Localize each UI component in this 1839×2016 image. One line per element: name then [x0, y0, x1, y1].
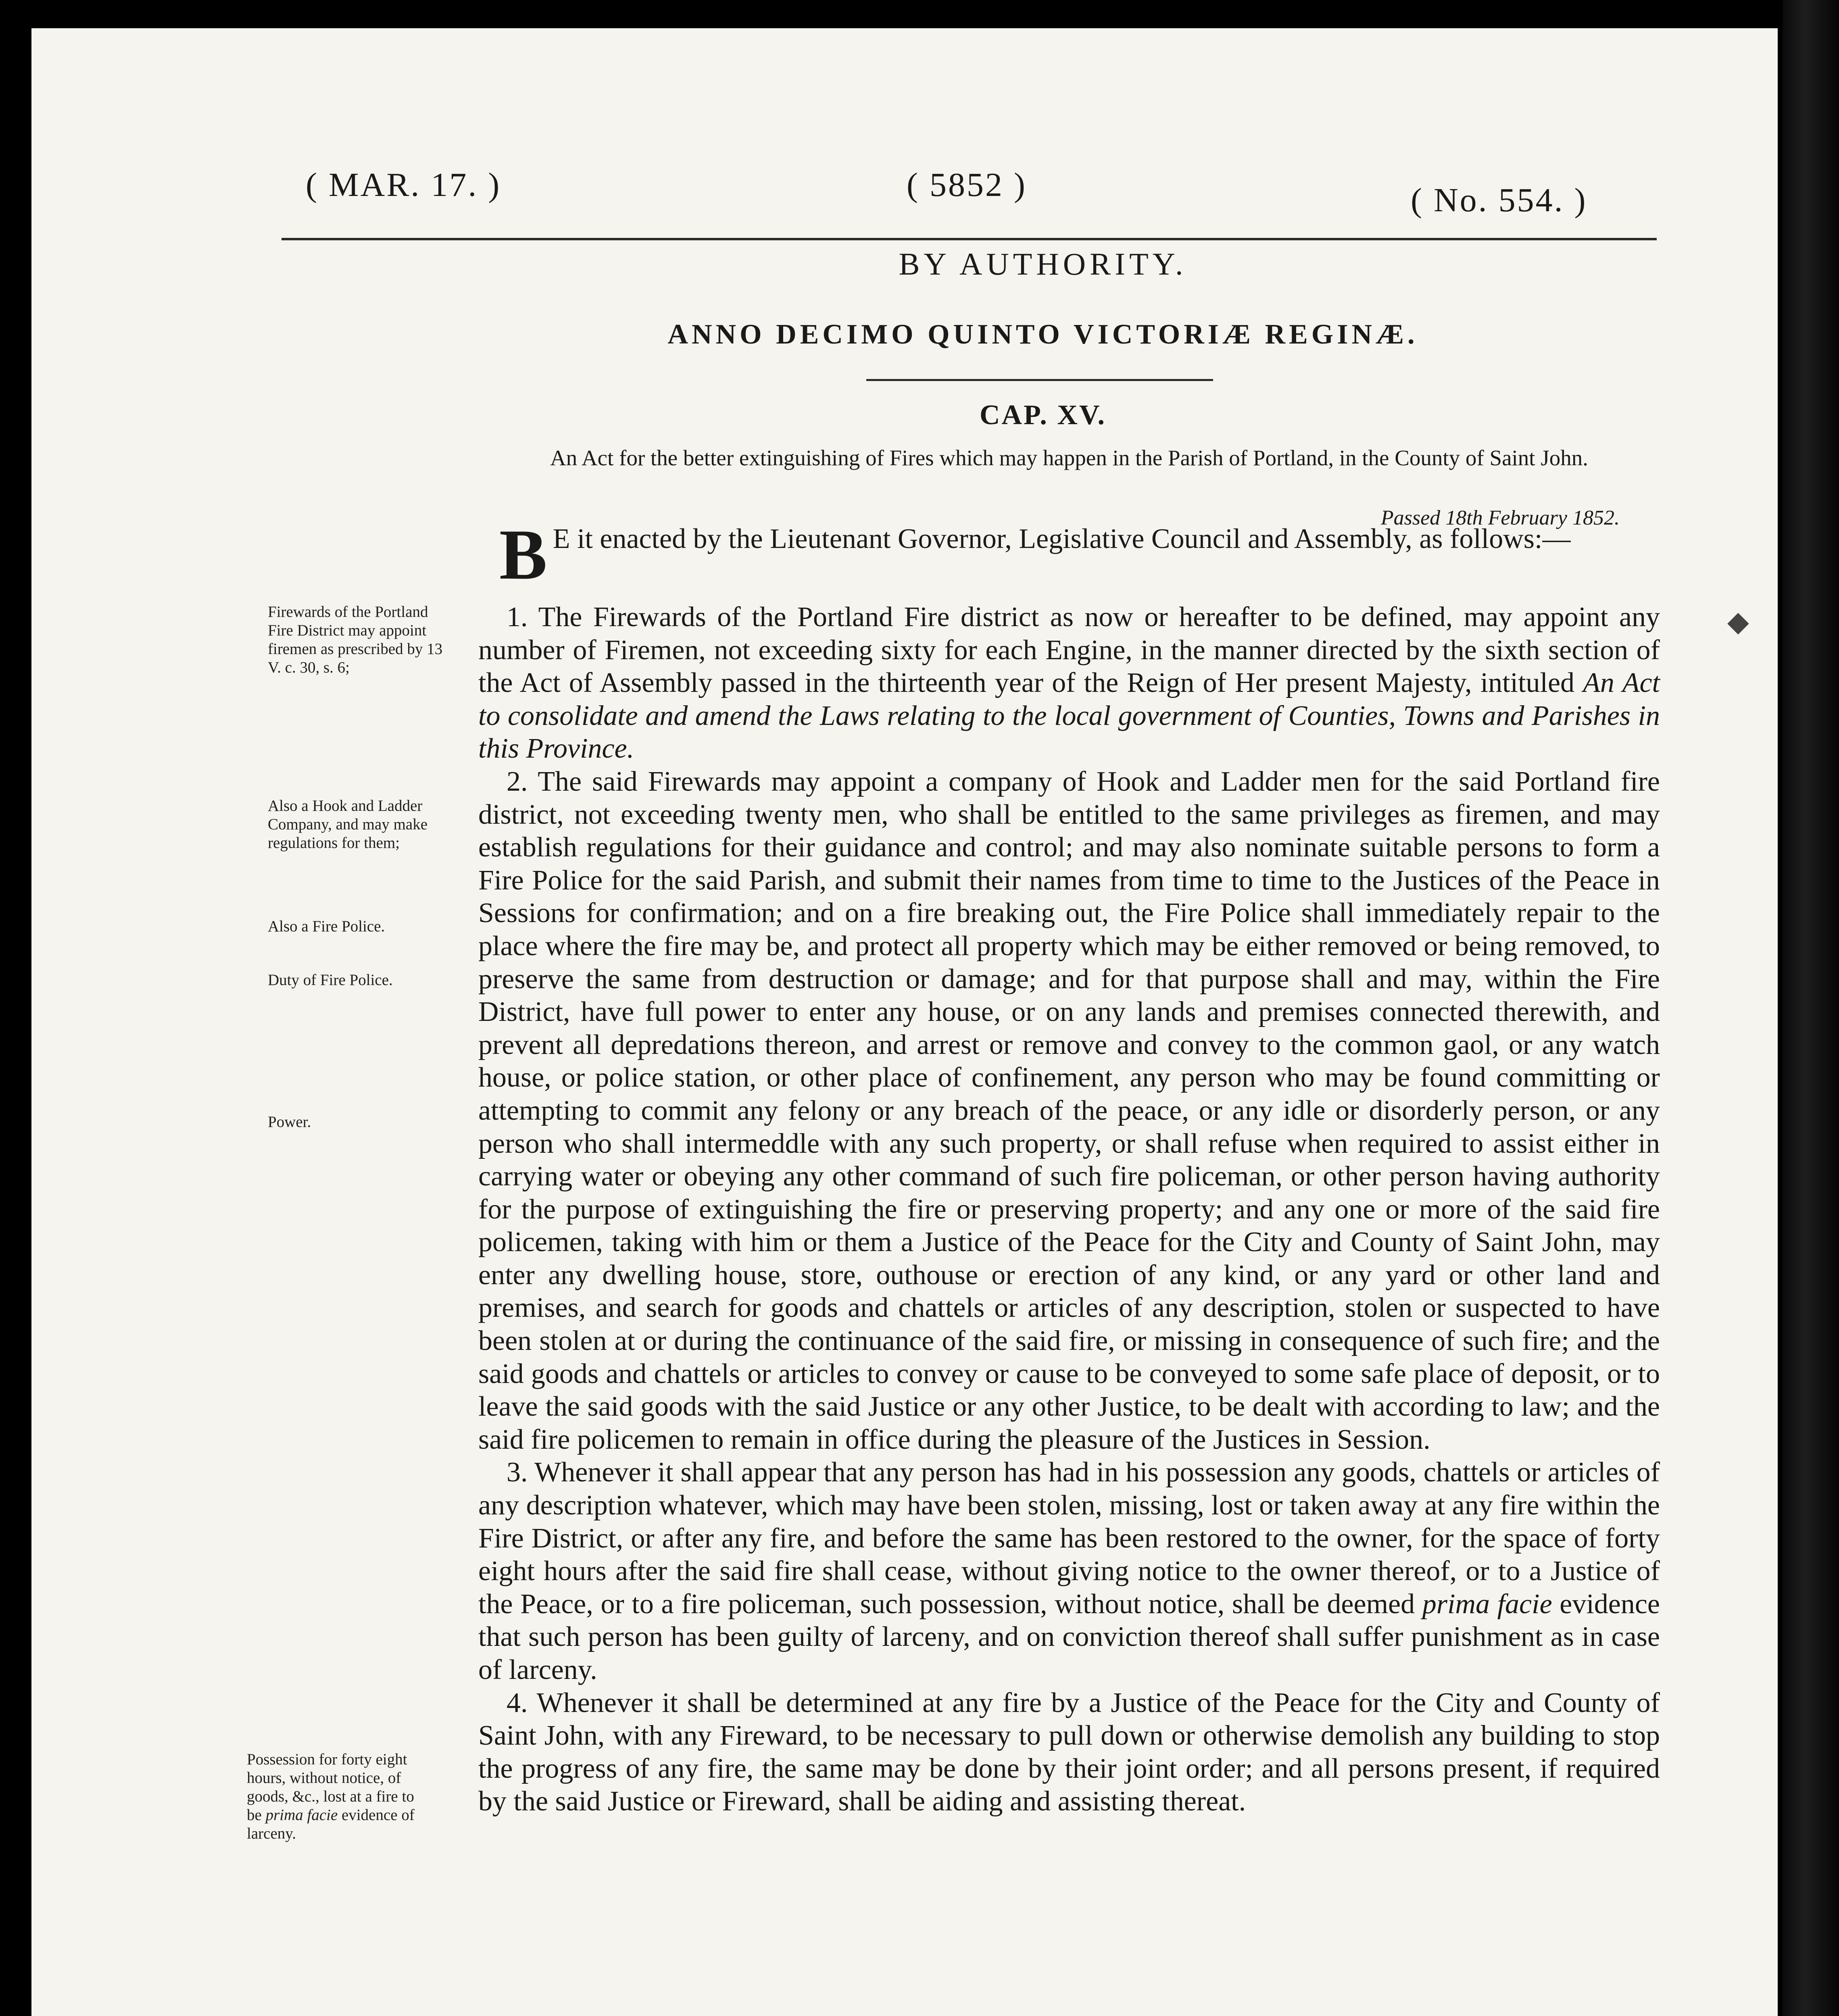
book-spine: [1783, 0, 1839, 2016]
ink-blot: ◆: [1727, 606, 1749, 637]
heading-rule: [866, 379, 1213, 381]
margin-note: [247, 1750, 432, 1843]
margin-note-italic: prima facie: [265, 1806, 338, 1824]
by-authority-heading: BY AUTHORITY.: [899, 246, 1187, 281]
regnal-year-heading: ANNO DECIMO QUINTO VICTORIÆ REGINÆ.: [667, 319, 1418, 350]
section-text: 1. The Firewards of the Portland Fire district as now or hereafter to be defined, may appoint any number of Firemen, not exceeding sixty for each Engine, in the manner directed by the sixth section of the Act of Assembly passed in the thirteenth year of the Reign of Her present Majesty, intituled: [478, 602, 1660, 699]
italic-text: An Act to consolidate and amend the Laws relating to the local government of Counties, Towns and Parishes in this Province.: [478, 667, 1660, 764]
section-text: 4. Whenever it shall be determined at any fire by a Justice of the Peace for the City and County of Saint John, with any Fireward, to be necessary to pull down or otherwise demolish any building to stop the progress of any fire, the same may be done by their joint order; and all persons present, if required by the said Justice or Fireward, shall be aiding and assisting thereat.: [478, 1687, 1660, 1817]
chapter-title: CAP. XV.: [979, 400, 1107, 431]
section-paragraph: [478, 1687, 1660, 1818]
section-paragraph: [478, 765, 1660, 1456]
margin-note: Duty of Fire Police.: [268, 971, 393, 989]
header-page-number: ( 5852 ): [907, 166, 1027, 204]
chapter-subtitle: An Act for the better extinguishing of Fires which may happen in the Parish of Portland, in the County of Saint John.: [550, 446, 1588, 470]
section-paragraph: [478, 1456, 1660, 1686]
margin-note: Power.: [268, 1113, 311, 1131]
margin-note-text: Possession for forty eight hours, without notice, of goods, &c., lost at a fire to be: [247, 1751, 414, 1824]
passed-date: Passed 18th February 1852.: [1380, 506, 1620, 529]
header-date: ( MAR. 17. ): [306, 166, 501, 204]
header-rule: [281, 238, 1657, 240]
section-text: evidence that such person has been guilty of larceny, and on conviction thereof shall suffer punishment as in case of larceny.: [478, 1588, 1660, 1685]
margin-note: Also a Fire Police.: [268, 918, 385, 935]
enacting-text: E it enacted by the Lieutenant Governor, Legislative Council and Assembly, as follows:—: [553, 523, 1571, 554]
section-text: 2. The said Firewards may appoint a company of Hook and Ladder men for the said Portland fire district, not exceeding twenty men, who shall be entitled to the same privileges as firemen, and may establish regulations for their guidance and control; and may also nominate suitable persons to form a Fire Police for the said Parish, and submit their names from time to time to the Justices of the Peace in Sessions for confirmation; and on a fire breaking out, the Fire Police shall immediately repair to the place where the fire may be, and protect all property which may be either removed or being removed, to preserve the same from destruction or damage; and for that purpose shall and may, within the Fire District, have full power to enter any house, or on any lands and premises connected therewith, and prevent all depredations thereon, and arrest or remove and convey to the common gaol, or any watch house, or police station, or other place of confinement, any person who may be found committing or attempting to commit any felony or any breach of the peace, or any idle or disorderly person, or any person who shall intermeddle with any such property, or shall refuse when required to assist either in carrying water or obeying any other command of such fire policeman, or other person having authority for the purpose of extinguishing the fire or preserving property; and any one or more of the said fire policemen, taking with him or them a Justice of the Peace for the City and County of Saint John, may enter any dwelling house, store, outhouse or erection of any kind, or any yard or other land and premises, and search for goods and chattels or articles of any description, stolen or suspected to have been stolen at or during the continuance of the said fire, or missing in consequence of such fire; and the said goods and chattels or articles to convey or cause to be conveyed to some safe place of deposit, or to leave the said goods with the said Justice or any other Justice, to be dealt with according to law; and the said fire policemen to remain in office during the pleasure of the Justices in Session.: [478, 766, 1660, 1455]
section-text: 3. Whenever it shall appear that any person has had in his possession any goods, chattels or articles of any description whatever, which may have been stolen, missing, lost or taken away at any fire within the Fire District, or after any fire, and before the same has been restored to the owner, for the space of forty eight hours after the said fire shall cease, without giving notice to the owner thereof, or to a Justice of the Peace, or to a fire policeman, such possession, without notice, shall be deemed: [478, 1457, 1660, 1620]
italic-text: prima facie: [1422, 1588, 1552, 1620]
chapter-body: [478, 601, 1660, 1818]
margin-note: Firewards of the Portland Fire District may appoint firemen as prescribed by 13 V. c. 30, s. 6;: [268, 603, 443, 676]
drop-cap: B: [499, 514, 547, 594]
margin-note-text: evidence of larceny.: [247, 1806, 415, 1842]
section-paragraph: [478, 601, 1660, 765]
margin-note: Also a Hook and Ladder Company, and may make regulations for them;: [268, 797, 428, 852]
document-page: [31, 28, 1778, 2016]
header-act-number: ( No. 554. ): [1411, 181, 1587, 219]
